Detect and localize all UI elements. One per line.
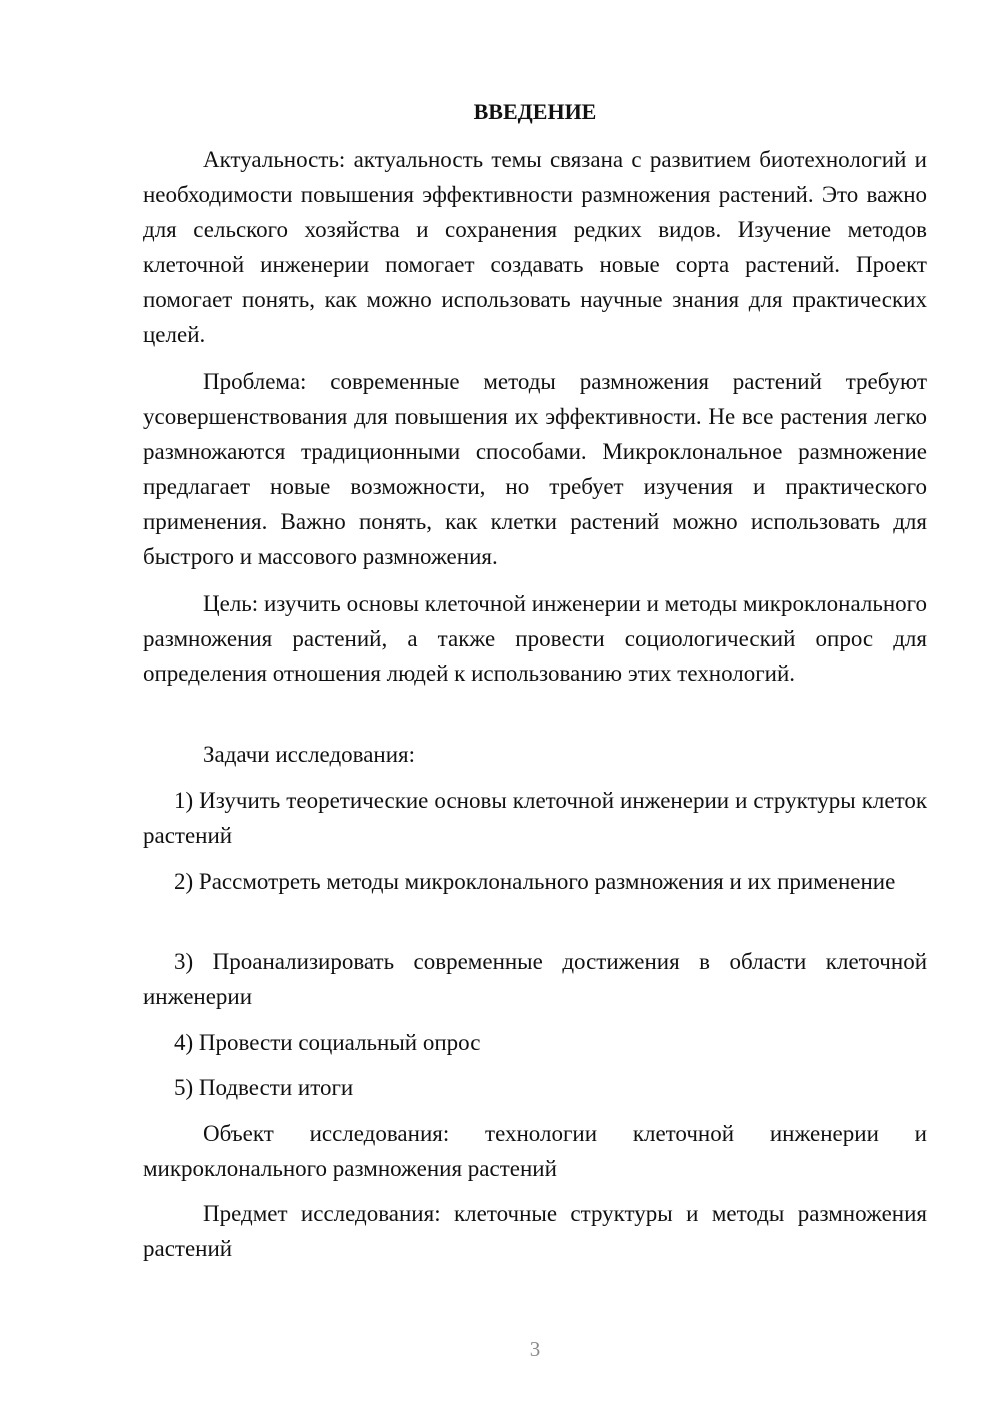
paragraph-subject: Предмет исследования: клеточные структуры и методы размножения растений — [143, 1201, 927, 1261]
task-item-1: 1) Изучить теоретические основы клеточной инженерии и структуры клеток растений — [143, 788, 927, 848]
paragraph-problem: Проблема: современные методы размножения растений требуют усовершенствования для повышения их эффективности. Не все растения легко размножаются традиционными способами. Микроклональное размножение предлагает новые возможности, но требует изучения и практического применения. Важно понять, как клетки растений можно использовать для быстрого и массового размножения. — [143, 369, 927, 569]
page-title: ВВЕДЕНИЕ — [473, 99, 597, 124]
paragraph-object: Объект исследования: технологии клеточной инженерии и микроклонального размножения растений — [143, 1121, 927, 1181]
task-item-2: 2) Рассмотреть методы микроклонального размножения и их применение — [174, 869, 896, 894]
paragraph-relevance: Актуальность: актуальность темы связана с развитием биотехнологий и необходимости повышения эффективности размножения растений. Это важно для сельского хозяйства и сохранения редких видов. Изучение методов клеточной инженерии помогает создавать новые сорта растений. Проект помогает понять, как можно использовать научные знания для практических целей. — [143, 147, 927, 347]
task-item-4: 4) Провести социальный опрос — [174, 1030, 481, 1055]
paragraph-goal: Цель: изучить основы клеточной инженерии и методы микроклонального размножения растений, а также провести социологический опрос для определения отношения людей к использованию этих технологий. — [143, 591, 927, 686]
task-item-5: 5) Подвести итоги — [174, 1075, 354, 1100]
paragraph-tasks-heading: Задачи исследования: — [203, 742, 416, 767]
task-item-3: 3) Проанализировать современные достижения в области клеточной инженерии — [143, 949, 927, 1009]
page-number: 3 — [529, 1337, 541, 1361]
